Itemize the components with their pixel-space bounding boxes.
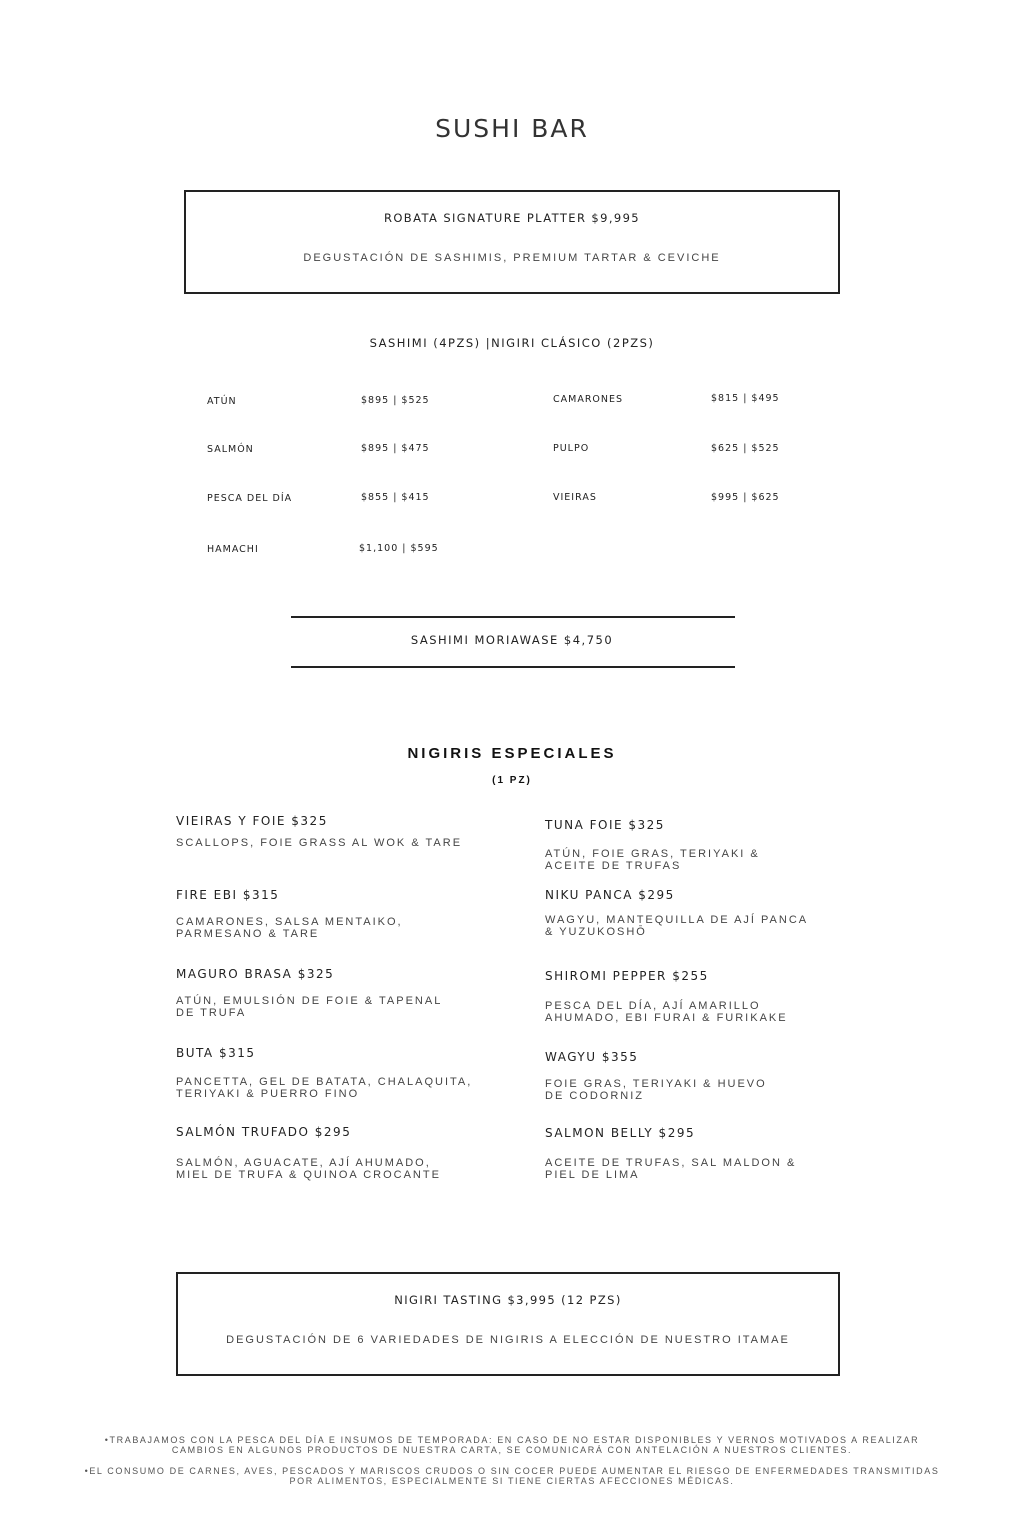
nigiri-description: SCALLOPS, FOIE GRASS AL WOK & TARE [176, 837, 463, 849]
nigiri-name: FIRE EBI $315 [176, 888, 280, 902]
nigiri-description: PANCETTA, GEL DE BATATA, CHALAQUITA, TERIYAKI & PUERRO FINO [176, 1076, 473, 1100]
nigiri-description: ATÚN, EMULSIÓN DE FOIE & TAPENAL DE TRUFA [176, 995, 443, 1019]
nigiri-description: WAGYU, MANTEQUILLA DE AJÍ PANCA & YUZUKOSHŌ [545, 914, 809, 938]
page-title: SUSHI BAR [435, 114, 589, 143]
sashimi-item-price: $855 | $415 [361, 492, 430, 503]
sashimi-item-price: $1,100 | $595 [359, 543, 439, 554]
nigiri-name: VIEIRAS Y FOIE $325 [176, 814, 328, 828]
sashimi-item-price: $995 | $625 [711, 492, 780, 503]
nigiri-tasting-title: NIGIRI TASTING $3,995 (12 PZS) [394, 1293, 622, 1307]
nigiri-name: WAGYU $355 [545, 1050, 639, 1064]
nigiri-description: CAMARONES, SALSA MENTAIKO, PARMESANO & TARE [176, 916, 403, 940]
nigiri-description: ACEITE DE TRUFAS, SAL MALDON & PIEL DE LIMA [545, 1157, 797, 1181]
nigiri-description: FOIE GRAS, TERIYAKI & HUEVO DE CODORNIZ [545, 1078, 767, 1102]
sashimi-item-price: $895 | $475 [361, 443, 430, 454]
sashimi-item-price: $815 | $495 [711, 393, 780, 404]
nigiri-name: SHIROMI PEPPER $255 [545, 969, 709, 983]
nigiri-description: PESCA DEL DÍA, AJÍ AMARILLO AHUMADO, EBI FURAI & FURIKAKE [545, 1000, 788, 1024]
divider-line [291, 666, 735, 668]
signature-platter-description: DEGUSTACIÓN DE SASHIMIS, PREMIUM TARTAR & CEVICHE [303, 252, 721, 264]
sashimi-item-name: HAMACHI [207, 544, 259, 555]
sashimi-item-name: VIEIRAS [553, 492, 597, 503]
nigiri-name: MAGURO BRASA $325 [176, 967, 335, 981]
footnote-seasonal: •TRABAJAMOS CON LA PESCA DEL DÍA E INSUMOS DE TEMPORADA: EN CASO DE NO ESTAR DISPONIBLES Y VERNOS MOTIVADOS A REALIZAR CAMBIOS EN ALGUNOS PRODUCTOS DE NUESTRA CARTA, SE COMUNICARÁ CON ANTELACIÓN A NUESTROS CLIENTES. [104, 1435, 920, 1455]
divider-line [291, 616, 735, 618]
nigiri-description: SALMÓN, AGUACATE, AJÍ AHUMADO, MIEL DE TRUFA & QUINOA CROCANTE [176, 1157, 441, 1181]
nigiris-especiales-subtitle: (1 PZ) [492, 775, 532, 786]
sashimi-item-name: PESCA DEL DÍA [207, 493, 293, 504]
nigiris-especiales-title: NIGIRIS ESPECIALES [407, 745, 617, 762]
sashimi-item-name: ATÚN [207, 396, 237, 407]
nigiri-name: SALMON BELLY $295 [545, 1126, 696, 1140]
sashimi-item-name: PULPO [553, 443, 590, 454]
nigiri-name: NIKU PANCA $295 [545, 888, 675, 902]
nigiri-tasting-box [176, 1272, 840, 1376]
sashimi-item-name: CAMARONES [553, 394, 624, 405]
nigiri-description: ATÚN, FOIE GRAS, TERIYAKI & ACEITE DE TRUFAS [545, 848, 760, 872]
footnote-raw-food-warning: •EL CONSUMO DE CARNES, AVES, PESCADOS Y MARISCOS CRUDOS O SIN COCER PUEDE AUMENTAR EL RIESGO DE ENFERMEDADES TRANSMITIDAS POR ALIMENTOS, ESPECIALMENTE SI TIENE CIERTAS AFECCIONES MÉDICAS. [84, 1466, 940, 1486]
signature-platter-title: ROBATA SIGNATURE PLATTER $9,995 [383, 211, 641, 225]
sashimi-item-name: SALMÓN [207, 444, 254, 455]
nigiri-tasting-description: DEGUSTACIÓN DE 6 VARIEDADES DE NIGIRIS A ELECCIÓN DE NUESTRO ITAMAE [226, 1334, 790, 1346]
sashimi-item-price: $625 | $525 [711, 443, 780, 454]
moriawase-label: SASHIMI MORIAWASE $4,750 [410, 633, 614, 647]
signature-platter-box [184, 190, 840, 294]
nigiri-name: BUTA $315 [176, 1046, 256, 1060]
nigiri-name: TUNA FOIE $325 [545, 818, 665, 832]
sashimi-item-price: $895 | $525 [361, 395, 430, 406]
sashimi-section-heading: SASHIMI (4PZS) |NIGIRI CLÁSICO (2PZS) [369, 336, 655, 350]
nigiri-name: SALMÓN TRUFADO $295 [176, 1125, 352, 1139]
